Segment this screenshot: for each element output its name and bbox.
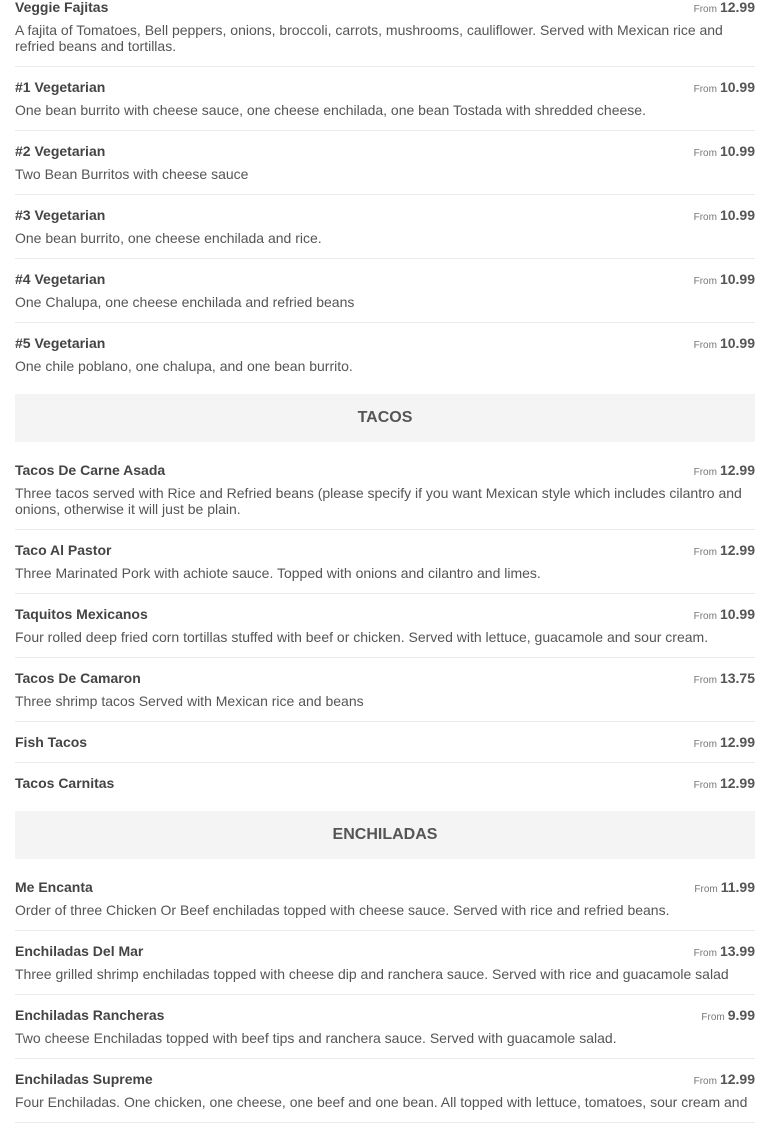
item-description: Three Marinated Pork with achiote sauce. Topped with onions and cilantro and limes. (15, 565, 541, 581)
price-from-label: From (693, 611, 717, 622)
item-description: Two Bean Burritos with cheese sauce (15, 166, 249, 182)
price-value: 13.99 (719, 943, 755, 959)
menu-item[interactable] (15, 323, 755, 386)
price-from-label: From (694, 884, 718, 895)
menu-item[interactable] (15, 995, 755, 1059)
item-price (694, 1071, 755, 1090)
item-description: Three shrimp tacos Served with Mexican rice and beans (15, 693, 364, 709)
item-name: #1 Vegetarian (15, 79, 106, 95)
price-from-label: From (693, 340, 717, 351)
price-value: 12.99 (719, 775, 755, 791)
menu-item[interactable] (15, 259, 755, 323)
item-price (694, 335, 755, 354)
price-value: 12.99 (719, 542, 755, 558)
price-value: 10.99 (719, 207, 755, 223)
item-description: One bean burrito with cheese sauce, one cheese enchilada, one bean Tostada with shredded cheese. (15, 102, 646, 118)
price-value: 13.75 (719, 670, 755, 686)
item-price (694, 606, 755, 625)
menu-list (15, 0, 755, 1123)
item-description: Three grilled shrimp enchiladas topped with cheese dip and ranchera sauce. Served with rice and guacamole salad (15, 966, 729, 982)
price-from-label: From (693, 1076, 717, 1087)
price-value: 9.99 (727, 1007, 755, 1023)
item-name: Taquitos Mexicanos (15, 606, 148, 622)
price-value: 10.99 (719, 271, 755, 287)
item-price (694, 670, 755, 689)
price-from-label: From (693, 547, 717, 558)
item-price (694, 542, 755, 561)
menu-item[interactable] (15, 450, 755, 530)
item-description: Two cheese Enchiladas topped with beef tips and ranchera sauce. Served with guacamole salad. (15, 1030, 617, 1046)
item-description: Four rolled deep fried corn tortillas stuffed with beef or chicken. Served with lettuce, guacamole and sour cream. (15, 629, 709, 645)
item-price (694, 143, 755, 162)
item-description: Four Enchiladas. One chicken, one cheese, one beef and one bean. All topped with lettuce, tomatoes, sour cream and (15, 1094, 748, 1110)
menu-item[interactable] (15, 931, 755, 995)
menu-item[interactable] (15, 658, 755, 722)
menu-section-vegetarian (15, 0, 755, 386)
price-from-label: From (693, 467, 717, 478)
price-value: 12.99 (719, 462, 755, 478)
item-description: A fajita of Tomatoes, Bell peppers, onions, broccoli, carrots, mushrooms, cauliflower. Served with Mexican rice and refried beans and tortillas. (15, 22, 723, 54)
item-name: #2 Vegetarian (15, 143, 106, 159)
price-from-label: From (693, 148, 717, 159)
item-description: One Chalupa, one cheese enchilada and refried beans (15, 294, 355, 310)
menu-item[interactable] (15, 722, 755, 763)
price-from-label: From (693, 4, 717, 15)
item-price (694, 775, 755, 794)
menu-item[interactable] (15, 67, 755, 131)
price-value: 10.99 (719, 335, 755, 351)
item-price (694, 462, 755, 481)
item-price (694, 271, 755, 290)
price-value: 12.99 (719, 0, 755, 15)
item-name: #3 Vegetarian (15, 207, 106, 223)
item-price (694, 79, 755, 98)
item-name: Enchiladas Rancheras (15, 1007, 165, 1023)
menu-section-tacos (15, 450, 755, 803)
item-price (694, 734, 755, 753)
item-name: #5 Vegetarian (15, 335, 106, 351)
item-name: Fish Tacos (15, 734, 88, 750)
item-description: One chile poblano, one chalupa, and one bean burrito. (15, 358, 353, 374)
menu-item[interactable] (15, 1059, 755, 1123)
menu-item[interactable] (15, 867, 755, 931)
item-name: Veggie Fajitas (15, 0, 109, 15)
price-from-label: From (693, 948, 717, 959)
item-name: Me Encanta (15, 879, 93, 895)
item-price (694, 207, 755, 226)
price-value: 10.99 (719, 143, 755, 159)
item-name: Tacos De Camaron (15, 670, 141, 686)
price-value: 12.99 (719, 1071, 755, 1087)
price-value: 10.99 (719, 79, 755, 95)
item-price (694, 0, 755, 18)
menu-item[interactable] (15, 131, 755, 195)
item-name: #4 Vegetarian (15, 271, 106, 287)
item-name: Enchiladas Supreme (15, 1071, 153, 1087)
price-from-label: From (693, 212, 717, 223)
item-description: Order of three Chicken Or Beef enchiladas topped with cheese sauce. Served with rice and refried beans. (15, 902, 670, 918)
item-description: Three tacos served with Rice and Refried beans (please specify if you want Mexican style which includes cilantro and onions, otherwise it will just be plain. (15, 485, 742, 517)
price-from-label: From (701, 1012, 725, 1023)
price-from-label: From (693, 739, 717, 750)
item-name: Tacos De Carne Asada (15, 462, 166, 478)
item-name: Enchiladas Del Mar (15, 943, 144, 959)
item-price (694, 879, 755, 898)
section-header-enchiladas: ENCHILADAS (15, 811, 755, 859)
price-from-label: From (693, 276, 717, 287)
price-value: 11.99 (720, 879, 755, 895)
item-description: One bean burrito, one cheese enchilada and rice. (15, 230, 322, 246)
menu-item[interactable] (15, 195, 755, 259)
price-from-label: From (693, 675, 717, 686)
price-from-label: From (693, 780, 717, 791)
item-price (694, 943, 755, 962)
item-name: Tacos Carnitas (15, 775, 115, 791)
price-from-label: From (693, 84, 717, 95)
menu-item[interactable] (15, 530, 755, 594)
price-value: 10.99 (719, 606, 755, 622)
price-value: 12.99 (719, 734, 755, 750)
menu-item[interactable] (15, 0, 755, 67)
menu-item[interactable] (15, 763, 755, 803)
item-name: Taco Al Pastor (15, 542, 112, 558)
menu-section-enchiladas (15, 867, 755, 1123)
item-price (701, 1007, 755, 1026)
section-header-tacos: TACOS (15, 394, 755, 442)
menu-item[interactable] (15, 594, 755, 658)
